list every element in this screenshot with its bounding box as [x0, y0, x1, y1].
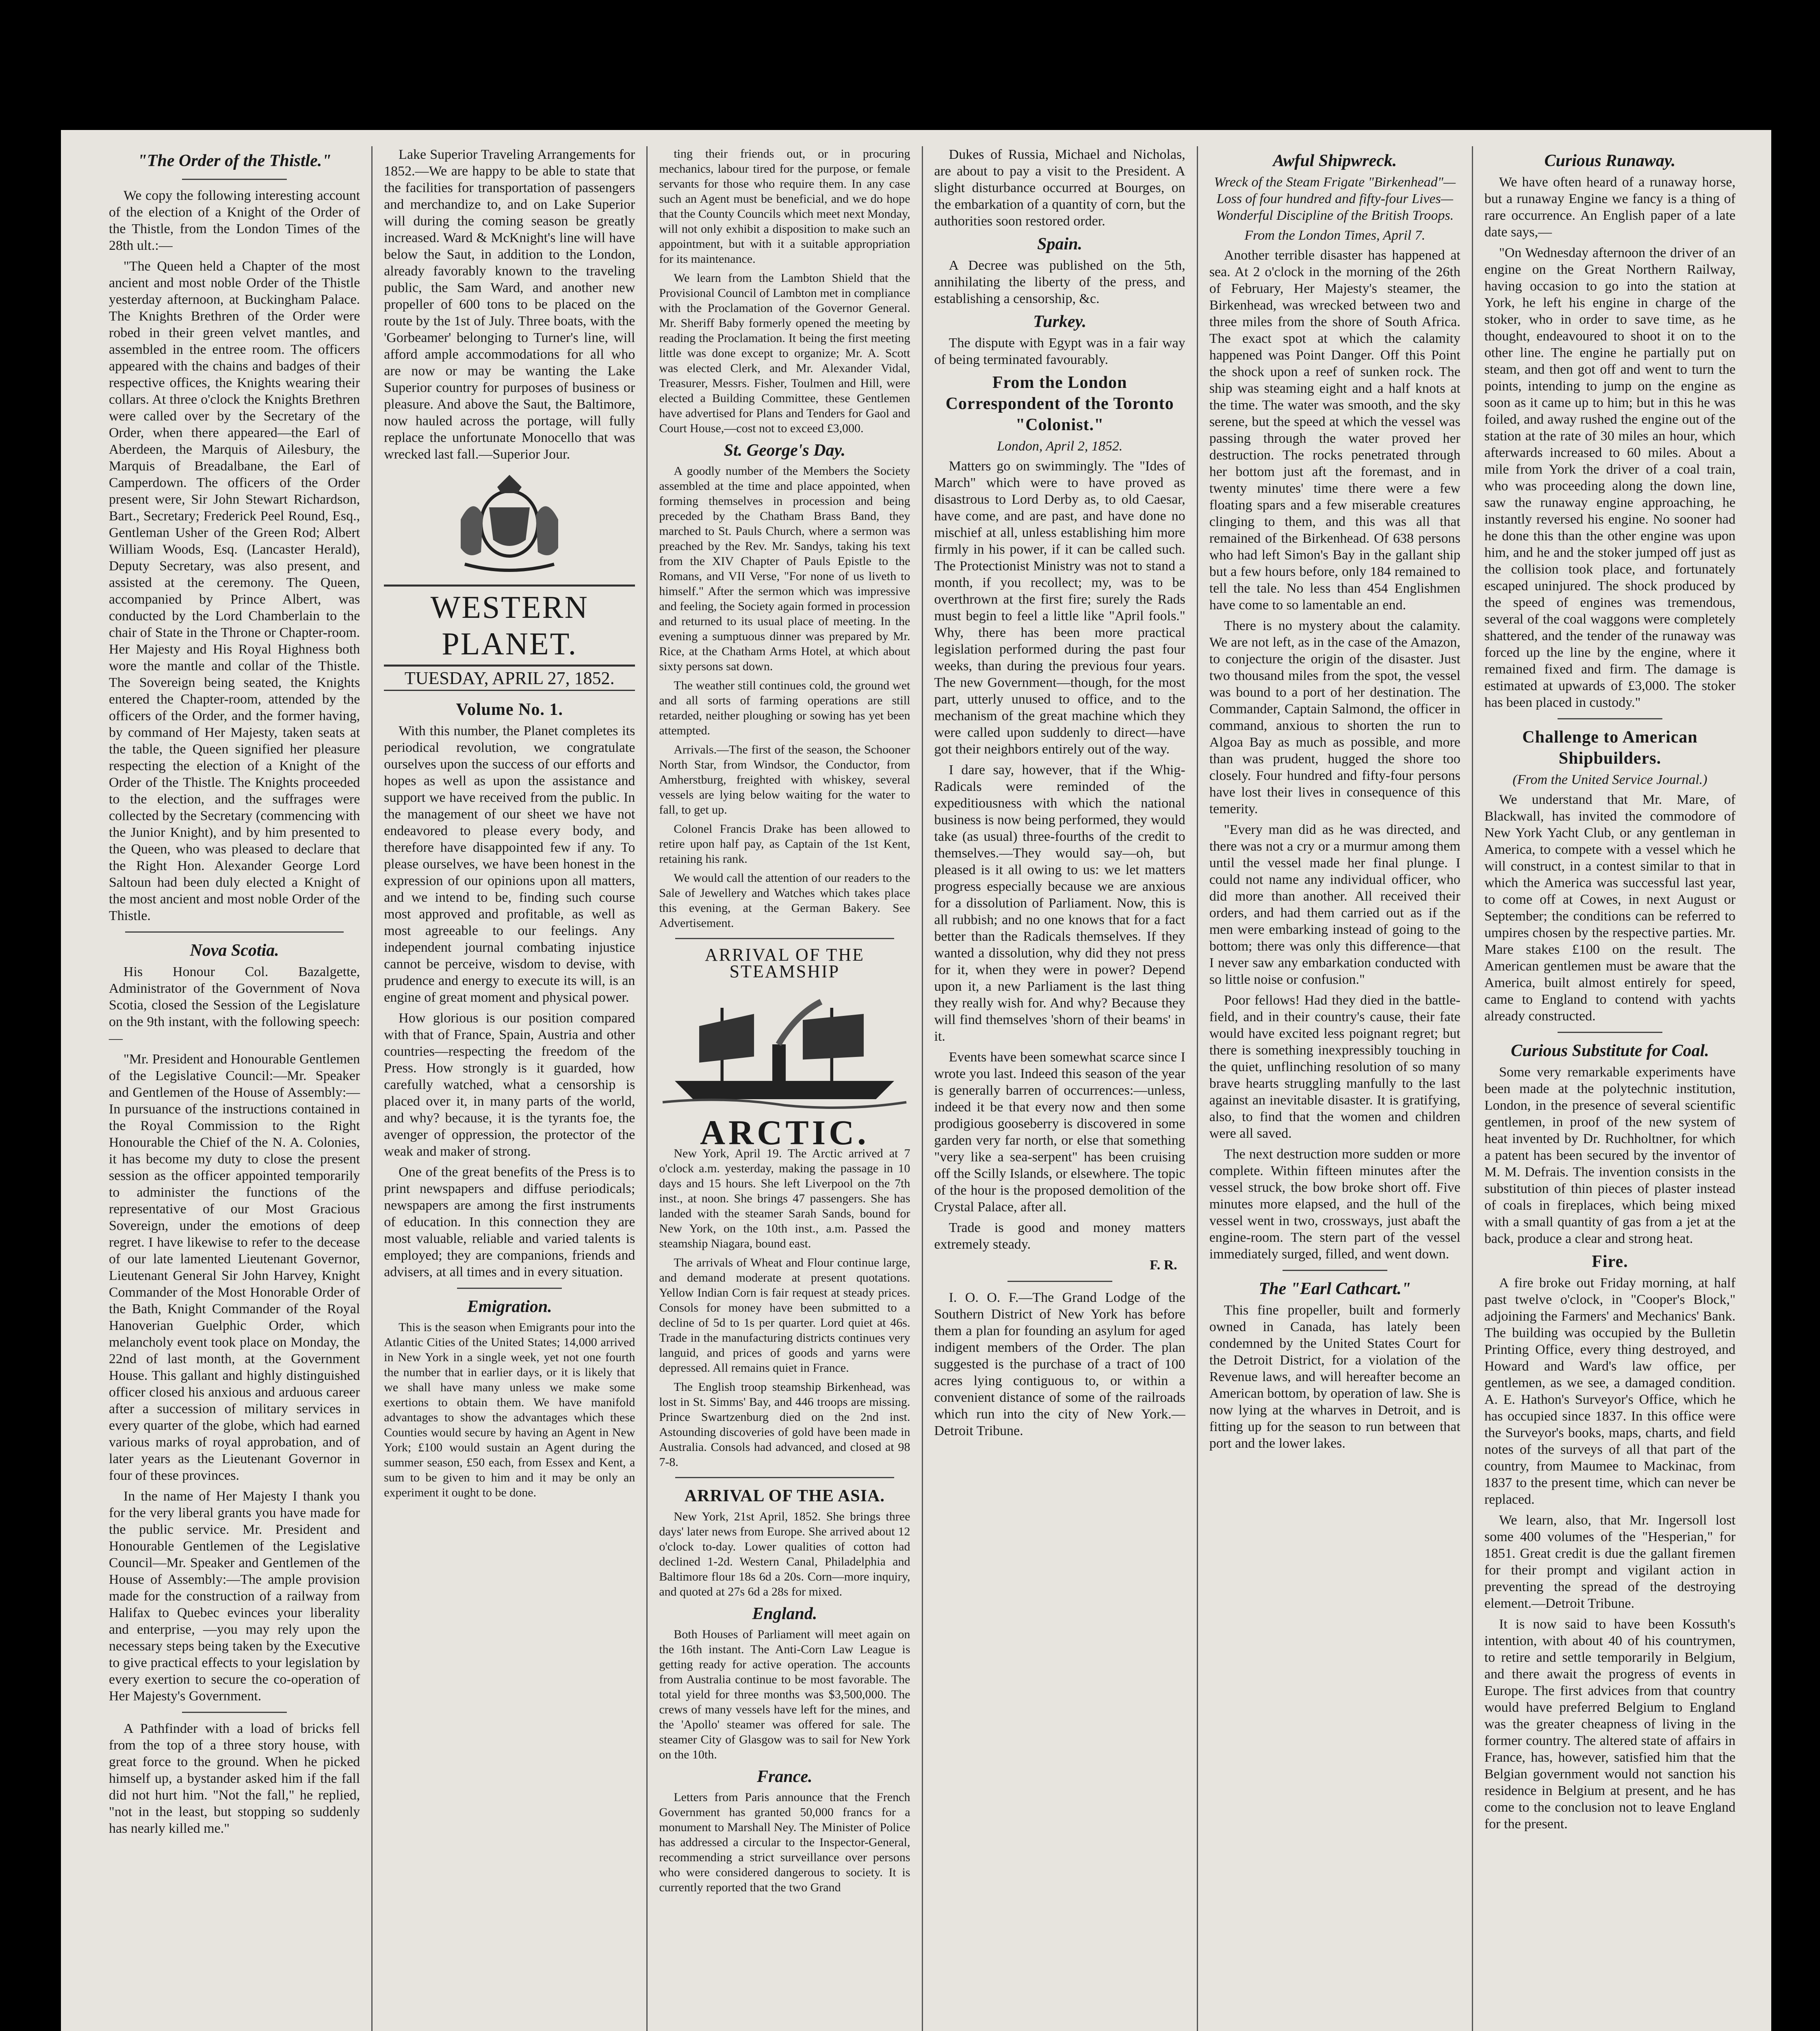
article-paragraph: Dukes of Russia, Michael and Nicholas, are about to pay a visit to the President. A slight disturbance occurred at Bourges, on the embarkation of a quantity of corn, but the authorities soon restored order. — [934, 147, 1185, 229]
royal-crest-icon — [448, 471, 570, 576]
article-paragraph: We understand that Mr. Mare, of Blackwall, has invited the commodore of New York Yacht Club, or any gentleman in America, to compete with a vessel which he will construct, in a contest similar to that in which the America was successful last year, to come off at Cowes, in next August or September; the conditions can be referred to umpires chosen by the respective parties. Mr. Mare stakes £100 on the result. The American gentlemen must be aware that the America, built almost entirely for speed, came to England to contend with yachts already constructed. — [1484, 792, 1736, 1024]
article-paragraph: The arrivals of Wheat and Flour continue large, and demand moderate at present quotations. Yellow Indian Corn is fair request at steady prices. Consols for money have been submitted to a decline of 5d to 1s per quarter. Lord quiet at 46s. Trade in the manufacturing districts continues very languid, and prices of goods and yarns were depressed. All remains quiet in France. — [659, 1256, 910, 1375]
dateline: London, April 2, 1852. — [997, 439, 1123, 454]
newspaper-page — [61, 130, 1771, 2031]
article-paragraph: Colonel Francis Drake has been allowed to retire upon half pay, as Captain of the 1st Kent, retaining his rank. — [659, 822, 910, 866]
headline-arctic: ARCTIC. — [700, 1113, 869, 1152]
headline-order-of-thistle: "The Order of the Thistle." — [137, 152, 332, 170]
article-paragraph: The English troop steamship Birkenhead, was lost in St. Simms' Bay, and 446 troops are missing. Prince Swartzenburg died on the 2nd inst. Astounding discoveries of gold have been made in Australia. Consols had advanced, and closed at 98 7-8. — [659, 1380, 910, 1469]
source-line: (From the United Service Journal.) — [1512, 772, 1707, 787]
article-paragraph: We learn, also, that Mr. Ingersoll lost some 400 volumes of the "Hesperian," for 1851. Great credit is due the gallant firemen for their prompt and vigilant action in preventing the spread of the destroying element.—Detroit Tribune. — [1484, 1513, 1736, 1611]
article-paragraph: With this number, the Planet completes its periodical revolution, we congratulate ourselves upon the success of our efforts and hopes as well as upon the assistance and support we have received from the public. In the management of our sheet we have not endeavored to please every body, and therefore have disappointed few if any. To please ourselves, we have been honest in the expression of our opinions upon all matters, and we intend to be, finding such course most approved and profitable, as well as most agreeable to our feelings. Any independent journal combating injustice cannot be perceive, wisdom to devise, with prudence and energy to execute its will, is an engine of great moment and physical power. — [384, 723, 635, 1005]
divider — [675, 1477, 894, 1478]
divider — [1558, 718, 1662, 719]
article-paragraph: One of the great benefits of the Press is to print newspapers and diffuse periodicals; newspapers are among the first instruments of education. In this connection they are most valuable, reliable and varied talents is employed; they are companions, friends and advisers, at all times and in every situation. — [384, 1165, 635, 1280]
article-paragraph: In the name of Her Majesty I thank you for the very liberal grants you have made for the public service. Mr. President and Honourable Gentlemen of the Legislative Council—Mr. Speaker and Gentlemen of the House of Assembly:—The ample provision made for the construction of a railway from Halifax to Quebec evinces your liberality and enterprise, —you may rely upon the necessary steps being taken by the Executive to give practical effects to your legislation by every exertion to secure the co-operation of Her Majesty's Government. — [109, 1489, 360, 1704]
divider — [675, 938, 894, 939]
headline-earl-cathcart: The "Earl Cathcart." — [1259, 1280, 1411, 1298]
divider — [1558, 1032, 1662, 1033]
divider — [182, 1712, 287, 1713]
headline-curious-runaway: Curious Runaway. — [1544, 152, 1676, 170]
article-paragraph: Another terrible disaster has happened at sea. At 2 o'clock in the morning of the 26th of February, Her Majesty's steamer, the Birkenhead, was wrecked between two and three miles from the shore of South Africa. The exact spot at which the calamity happened was Point Danger. Off this Point the shock upon a reef of sunken rock. The ship was steaming eight and a half knots at the time. The water was smooth, and the sky serene, but the speed at which the vessel was passing through the water proved her destruction. The rocks penetrated through her bottom just aft the foremast, and in twenty minutes' time there were a few floating spars and a few miserable creatures clinging to them, and this was all that remained of the Birkenhead. Of 638 persons who had left Simon's Bay in the gallant ship but a few hours before, only 184 remained to tell the tale. No less than 454 Englishmen have come to so lamentable an end. — [1209, 248, 1460, 613]
headline-fire: Fire. — [1592, 1252, 1628, 1271]
article-paragraph: New York, April 19. The Arctic arrived at 7 o'clock a.m. yesterday, making the passage in 10 days and 15 hours. She left Liverpool on the 7th inst., at noon. She brings 47 passengers. She has landed with the steamer Sarah Sands, bound for New York, on the 10th inst., a.m. Passed the steamship Niagara, bound east. — [659, 1147, 910, 1250]
article-paragraph: The next destruction more sudden or more complete. Within fifteen minutes after the vessel struck, the bow broke short off. Five minutes more elapsed, and the hull of the vessel went in two, crossways, just abaft the engine-room. The stern part of the vessel immediately surged, filled, and went down. — [1209, 1147, 1460, 1262]
article-paragraph: This fine propeller, built and formerly owned in Canada, has lately been condemned by the United States Court for the Detroit District, for a violation of the Revenue laws, and will hereafter become an American bottom, by operation of law. She is now lying at the wharves in Detroit, and is fitting up for the season to run between that port and the lower lakes. — [1209, 1303, 1460, 1451]
article-paragraph: A Decree was published on the 5th, annihilating the liberty of the press, and establishing a censorship, &c. — [934, 258, 1185, 306]
steamship-icon — [659, 990, 910, 1111]
article-paragraph: Poor fellows! Had they died in the battle-field, and in their country's cause, their fate would have excited less poignant regret; but there is something inexpressibly touching in the quiet, unflinching resolution of so many brave hearts struggling manfully to the last against an inevitable disaster. It is gratifying, also, to find that the women and children were all saved. — [1209, 993, 1460, 1141]
source-line: From the London Times, April 7. — [1244, 228, 1426, 243]
article-paragraph: His Honour Col. Bazalgette, Administrator of the Government of Nova Scotia, closed the Session of the Legislature on the 9th instant, with the following speech:— — [109, 964, 360, 1046]
article-paragraph: A Pathfinder with a load of bricks fell from the top of a three story house, with great force to the ground. When he picked himself up, a bystander asked him if the fall did not hurt him. "Not the fall," he replied, "not in the least, but stopping so suddenly has nearly killed me." — [109, 1721, 360, 1836]
headline-spain: Spain. — [1037, 235, 1083, 253]
signature: F. R. — [1149, 1258, 1177, 1273]
divider — [182, 179, 287, 180]
newspaper-title: WESTERN PLANET. — [384, 585, 635, 667]
divider — [1008, 1281, 1112, 1282]
article-paragraph: Events have been somewhat scarce since I wrote you last. Indeed this season of the year is generally barren of occurrences:—unless, indeed it be that every now and then some prodigious gooseberry is discovered in some garden very far north, or else that something "very like a sea-serpent" has been cruising off the Scilly Islands, or elsewhere. The topic of the hour is the proposed demolition of the Crystal Palace, after all. — [934, 1050, 1185, 1215]
article-paragraph: "Mr. President and Honourable Gentlemen of the Legislative Council:—Mr. Speaker and Gentlemen of the House of Assembly:—In pursuance of the instructions contained in the Royal Commission to the Right Honourable the Chief of the N. A. Colonies, it has become my duty to close the present session as the officer appointed temporarily to administer the functions of the representative of our Most Gracious Sovereign, under the emotions of deep regret. I have likewise to refer to the decease of our late lamented Lieutenant Governor, Lieutenant General Sir John Harvey, Knight Commander of the Most Honorable Order of the Bath, Knight Commander of the Royal Hanoverian Guelphic Order, which melancholy event took place on Monday, the 22nd of last month, at the Government House. This gallant and highly distinguished officer closed his anxious and arduous career after a succession of military services in every quarter of the globe, which had earned various marks of royal approbation, and of later years as the Lieutenant Governor in four of these provinces. — [109, 1052, 360, 1483]
article-paragraph: This is the season when Emigrants pour into the Atlantic Cities of the United States; 14,000 arrived in New York in a single week, yet not one fourth the number that in earlier days, or it is likely that we shall have many unless we make some exertions to obtain them. We have manifold advantages to show the advantages which these Counties would secure by having an Agent in New York; £100 would sustain an Agent during the summer season, £50 each, from Essex and Kent, a sum to be given to him and it may be only an experiment it ought to be done. — [384, 1321, 635, 1499]
divider — [1283, 1270, 1387, 1271]
headline-emigration: Emigration. — [467, 1297, 552, 1316]
article-paragraph: How glorious is our position compared with that of France, Spain, Austria and other countries—respecting the freedom of the Press. How strongly is it guarded, how carefully watched, what a censorship is placed over it, in many parts of the world, and why? because, it is the tyrants foe, the avenger of oppression, the protector of the weak and maker of strong. — [384, 1011, 635, 1159]
article-paragraph: "On Wednesday afternoon the driver of an engine on the Great Northern Railway, having occasion to go into the station at York, he left his engine in charge of the stoker, who in order to save time, as he thought, endeavoured to shoot it on to the other line. The engine he partially put on steam, and then got off and went to turn the points, intending to jump on the engine as soon as it came up to him; but in this he was foiled, and away rushed the engine out of the station at the rate of 30 miles an hour, which afterwards increased to 60 miles. About a mile from York the driver of a coal train, who was proceeding along the down line, saw the runaway engine approaching, he instantly reversed his engine. No sooner had he done this than the other engine was upon him, and he and the stoker jumped off just as the collision took place, and fortunately escaped uninjured. The shock produced by the speed of engines was tremendous, several of the coal waggons were completely shattered, and the tender of the runaway was forced up the line by the engine, where it remained fixed and firm. The damage is estimated at upwards of £3,000. The stoker has been placed in custody." — [1484, 245, 1736, 710]
headline-france: France. — [757, 1767, 812, 1786]
column-6 — [1473, 146, 1747, 2031]
column-2 — [373, 146, 648, 2031]
article-paragraph: Arrivals.—The first of the season, the Schooner North Star, from Windsor, the Conductor, from Amherstburg, freighted with whiskey, several vessels are lying below waiting for the water to fall, to get up. — [659, 743, 910, 816]
headline-substitute-coal: Curious Substitute for Coal. — [1511, 1041, 1709, 1060]
article-paragraph: ting their friends out, or in procuring mechanics, labour tired for the purpose, or female servants for those who require them. In any case such an Agent must be beneficial, and we do hope that the County Councils which meet next Monday, will not only exhibit a disposition to make such an appointment, but with it a suitable appropriation for its maintenance. — [659, 147, 910, 266]
article-paragraph: Some very remarkable experiments have been made at the polytechnic institution, London, in the presence of several scientific gentlemen, in proof of the new system of heat invented by Dr. Ruchholtner, for which a patent has been secured by the inventor of M. M. Defrais. The invention consists in the substitution of thin pieces of plaster instead of coals in fireplaces, which being mixed with a small quantity of gas from a jet at the back, produce a clear and strong heat. — [1484, 1065, 1736, 1246]
article-paragraph: I. O. O. F.—The Grand Lodge of the Southern District of New York has before them a plan for founding an asylum for aged indigent members of the Order. The plan suggested is the purchase of a tract of 100 acres lying contiguous to, or within a convenient distance of some of the railroads which run into the city of New York.—Detroit Tribune. — [934, 1290, 1185, 1438]
article-paragraph: We copy the following interesting account of the election of a Knight of the Order of the Thistle, from the London Times of the 28th ult.:— — [109, 188, 360, 253]
masthead — [384, 471, 635, 691]
column-3 — [648, 146, 923, 2031]
article-paragraph: A goodly number of the Members the Society assembled at the time and place appointed, when forming themselves in procession and being preceded by the Chatham Brass Band, they marched to St. Pauls Church, where a sermon was preached by the Rev. Mr. Sandys, taking his text from the XIV Chapter of Pauls Epistle to the Romans, and VII Verse, "For none of us liveth to himself." After the sermon which was impressive and feeling, the Society again formed in procession and returned to its usual place of meeting. In the evening a sumptuous dinner was prepared by Mr. Rice, at the Chatham Arms Hotel, at which about sixty persons sat down. — [659, 464, 910, 673]
article-paragraph: "The Queen held a Chapter of the most ancient and most noble Order of the Thistle yesterday afternoon, at Buckingham Palace. The Knights Brethren of the Order were robed in their green velvet mantles, and assembled in the entree room. The officers appeared with the chains and badges of their respective offices, the Knights wearing their collars. At three o'clock the Knights Brethren were called over by the Secretary of the Order, when there appeared—the Earl of Aberdeen, the Marquis of Ailesbury, the Marquis of Breadalbane, the Earl of Camperdown. The officers of the Order present were, Sir John Stewart Richardson, Bart., Secretary; Frederick Peel Round, Esq., Gentleman Usher of the Green Rod; Albert William Woods, Esq. (Lancaster Herald), Deputy Secretary, was also present, and assisted at the ceremony. The Queen, accompanied by Prince Albert, was conducted by the Lord Chamberlain to the chair of State in the Throne or Chapter-room. Her Majesty and His Royal Highness both wore the mantle and collar of the Thistle. The Sovereign being seated, the Knights entered the Chapter-room, attended by the officers of the Order, and the former having, by command of Her Majesty, taken seats at the table, the Queen signified her pleasure respecting the election of a Knight of the Order of the Thistle. The Knights proceeded to the election, and the suffrages were collected by the Secretary (commencing with the Junior Knight), and by him presented to the Queen, who was pleased to declare that the Right Hon. Alexander George Lord Saltoun had been duly elected a Knight of the most ancient and most noble Order of the Thistle. — [109, 259, 360, 923]
headline-england: England. — [752, 1604, 817, 1623]
article-paragraph: It is now said to have been Kossuth's intention, with about 40 of his countrymen, to retire and settle temporarily in Belgium, and there await the progress of events in Europe. The first advices from that country would have preferred Belgium to England was the greater cheapness of living in the former country. The altered state of affairs in France, has, however, satisfied him that the Belgian government would not sanction his residence in Belgium at present, and he has come to the conclusion not to leave England for the present. — [1484, 1617, 1736, 1832]
article-paragraph: Both Houses of Parliament will meet again on the 16th instant. The Anti-Corn Law League is getting ready for active operation. The accounts from Australia continue to be most favorable. The total yield for three months was $3,500,000. The crews of many vessels have left for the mines, and the 'Apollo' steamer was offered for sale. The steamer City of Glasgow was to sail for New York on the 10th. — [659, 1628, 910, 1761]
headline-awful-shipwreck: Awful Shipwreck. — [1273, 152, 1397, 170]
article-paragraph: New York, 21st April, 1852. She brings three days' later news from Europe. She arrived about 12 o'clock to-day. Lower qualities of cotton had declined 1-2d. Western Canal, Philadelphia and Baltimore flour 18s 6d a 20s. Corn—more inquiry, and quoted at 27s 6d a 28s for mixed. — [659, 1510, 910, 1598]
headline-challenge-shipbuilders: Challenge to American Shipbuilders. — [1522, 728, 1698, 768]
article-paragraph: We learn from the Lambton Shield that the Provisional Council of Lambton met in compliance with the Proclamation of the Governor General. Mr. Sheriff Baby formerly opened the meeting by reading the Proclamation. It being the first meeting little was done except to organize; Mr. A. Scott was elected Clerk, and Mr. Alexander Vidal, Treasurer, Messrs. Fisher, Toulmen and Hill, were elected a Building Committee, these Gentlemen have advertised for Plans and Tenders for Gaol and Court House,—cost not to exceed £3,000. — [659, 271, 910, 435]
article-paragraph: Letters from Paris announce that the French Government has granted 50,000 francs for a monument to Marshall Ney. The Minister of Police has addressed a circular to the Inspector-General, recommending a strict surveillance over persons who were considered dangerous to society. It is currently reported that the two Grand — [659, 1791, 910, 1894]
subheadline: Wreck of the Steam Frigate "Birkenhead"—Loss of four hundred and fifty-four Lives—Wonderful Discipline of the British Troops. — [1214, 175, 1456, 223]
columns — [98, 146, 1747, 2031]
headline-arrival-asia: ARRIVAL OF THE ASIA. — [684, 1487, 885, 1505]
article-paragraph: There is no mystery about the calamity. We are not left, as in the case of the Amazon, to conjecture the origin of the disaster. Just two thousand miles from the spot, the vessel was bound to a port of her destination. The Commander, Captain Salmond, the officer in command, anxious to shorten the run to Algoa Bay as much as possible, and more than was prudent, hugged the shore too closely. Four hundred and fifty-four persons have lost their lives in consequence of this temerity. — [1209, 618, 1460, 816]
column-4 — [923, 146, 1198, 2031]
issue-date: TUESDAY, APRIL 27, 1852. — [384, 667, 635, 691]
article-paragraph: Lake Superior Traveling Arrangements for 1852.—We are happy to be able to state that the facilities for transportation of passengers and merchandize to, and on Lake Superior will during the coming season be greatly increased. Ward & McKnight's line will have below the Saut, in addition to the London, already favorably known to the traveling public, the Sam Ward, and another new propeller of 600 tons to be placed on the route by the 1st of July. Three boats, with the 'Gorbeamer' belonging to Turner's line, will afford ample accommodations for all who are now or may be wanting the Lake Superior country for purposes of business or pleasure. And above the Saut, the Baltimore, now hauled across the portage, will fully replace the unfortunate Monocello that was wrecked last fall.—Superior Jour. — [384, 147, 635, 462]
article-paragraph: "Every man did as he was directed, and there was not a cry or a murmur among them until the vessel made her final plunge. I could not name any individual officer, who did more than another. All received their orders, and had them carried out as if the men were embarking instead of going to the bottom; there was only this difference—that I never saw any embarkation conducted with so little noise or confusion." — [1209, 822, 1460, 987]
headline-volume: Volume No. 1. — [456, 700, 563, 719]
article-paragraph: I dare say, however, that if the Whig-Radicals were reminded of the expeditiousness with which the national business is now being performed, they would take (as usual) three-fourths of the credit to themselves.—They would say—oh, but pleased is it all owing to us: we let matters progress especially because we are anxious for a dissolution of Parliament. Now, this is all rubbish; and no one knows that for a fact better than the Radicals themselves. If they wanted a dissolution, why did they not press for it, when they were in power? Depend upon it, a new Parliament is the last thing they really wish for. And why? Because they will find themselves 'shorn of their beams' in it. — [934, 762, 1185, 1044]
article-paragraph: We have often heard of a runaway horse, but a runaway Engine we fancy is a thing of rare occurrence. An English paper of a late date says,— — [1484, 175, 1736, 240]
divider — [457, 1288, 562, 1289]
article-paragraph: The weather still continues cold, the ground wet and all sorts of farming operations are still retarded, neither ploughing or sowing has yet been attempted. — [659, 679, 910, 737]
steamship-banner: ARRIVAL OF THE STEAMSHIP — [704, 945, 865, 981]
article-paragraph: Trade is good and money matters extremely steady. — [934, 1220, 1185, 1252]
headline-nova-scotia: Nova Scotia. — [190, 941, 279, 960]
headline-st-georges-day: St. George's Day. — [724, 441, 846, 460]
column-1 — [98, 146, 373, 2031]
headline-turkey: Turkey. — [1033, 312, 1087, 331]
article-paragraph: The dispute with Egypt was in a fair way of being terminated favourably. — [934, 336, 1185, 367]
column-5 — [1198, 146, 1473, 2031]
headline-london-correspondent: From the London Correspondent of the Toronto "Colonist." — [945, 373, 1174, 434]
article-paragraph: Matters go on swimmingly. The "Ides of March" which were to have proved as disastrous to Lord Derby as, to old Caesar, have come, and are past, and have done no mischief at all, unless establishing him more firmly in his power, if it can be called such. The Protectionist Ministry was not to stand a month, if you recollect; my, was to be overthrown at the first fire; surely the Rads must begin to feel a little like "April fools." Why, there has been more practical legislation performed during the past four weeks, than during the previous four years. The new Government—though, for the most part, utterly unused to office, and to the mechanism of the great machine which they were called upon suddenly to direct—have got their neighbors entirely out of the way. — [934, 459, 1185, 757]
article-paragraph: We would call the attention of our readers to the Sale of Jewellery and Watches which takes place this evening, at the German Bakery. See Advertisement. — [659, 871, 910, 930]
article-paragraph: A fire broke out Friday morning, at half past twelve o'clock, in "Cooper's Block," adjoining the Farmers' and Mechanics' Bank. The building was occupied by the Bulletin Printing Office, every thing destroyed, and Howard and Ward's law office, per gentlemen, as we see, a damaged condition. A. E. Hathon's Surveyor's Office, which he has occupied since 1837. In this office were the Surveyor's books, maps, charts, and field notes of the surveys of all that part of the country, from Maumee to Mackinac, from 1837 to the present time, which can never be replaced. — [1484, 1275, 1736, 1507]
divider — [125, 931, 344, 933]
